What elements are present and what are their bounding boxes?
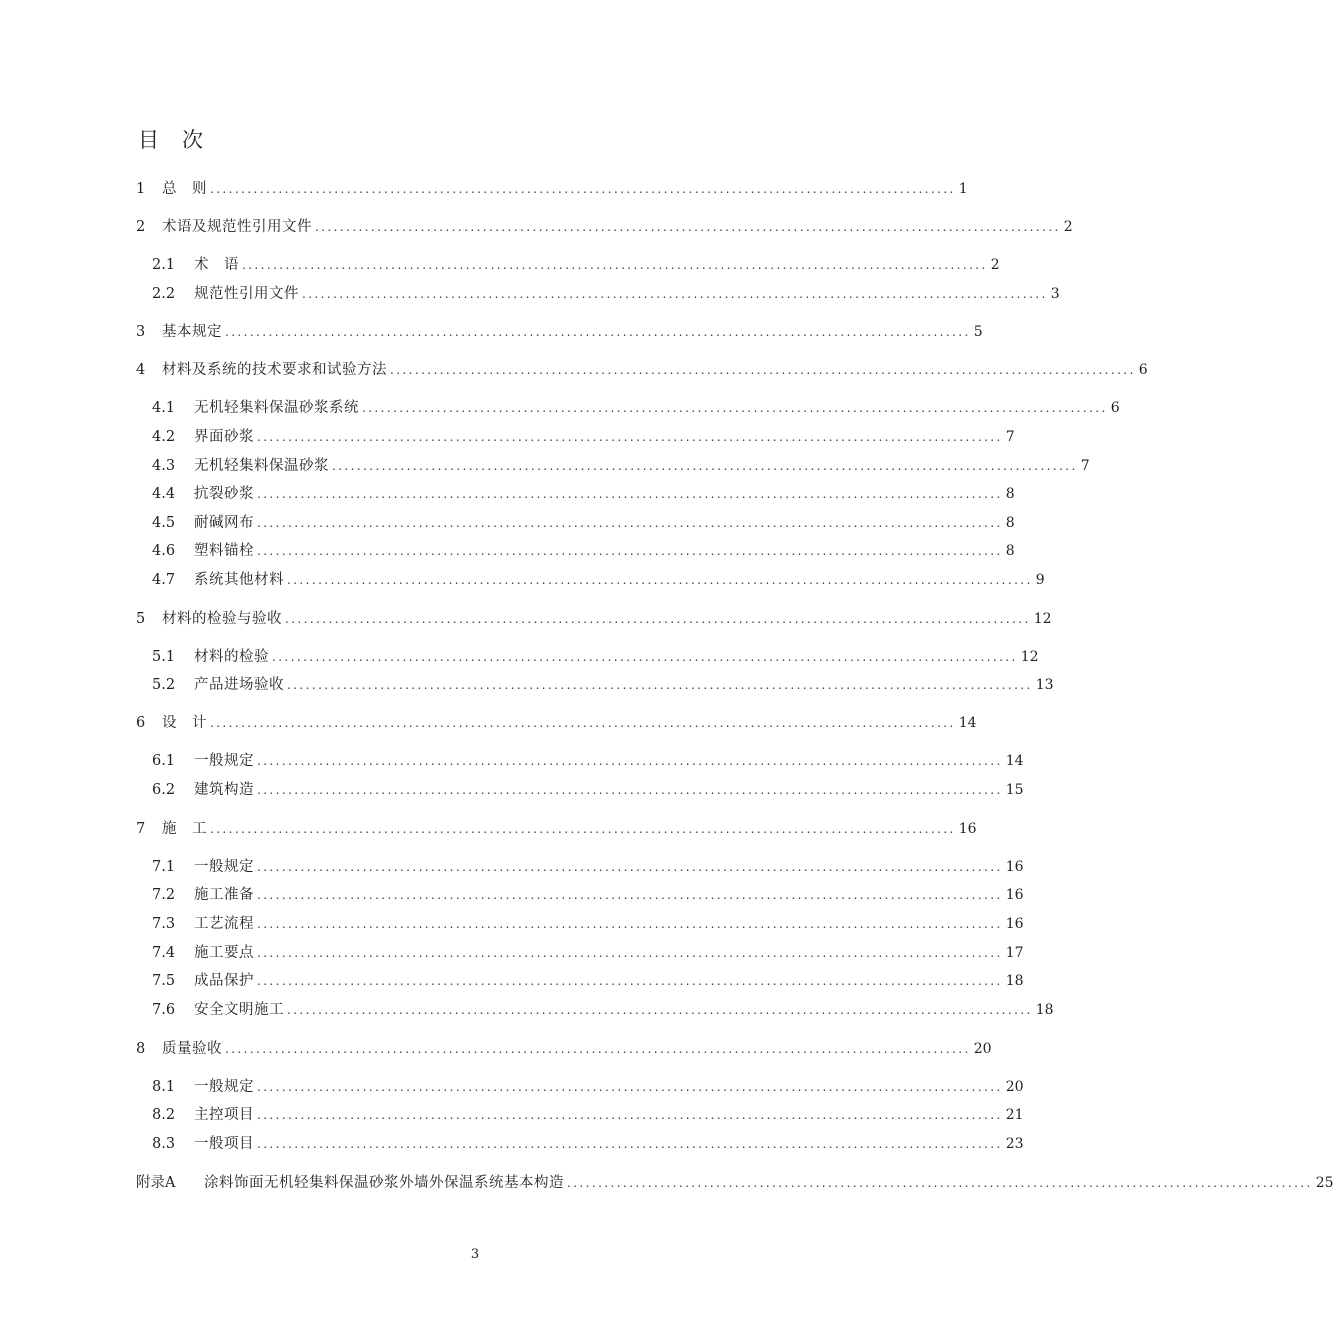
toc-entry-label: 建筑构造 bbox=[194, 782, 254, 798]
toc-entry-page: 7 bbox=[1080, 458, 1090, 474]
toc-entry-label: 规范性引用文件 bbox=[194, 286, 299, 302]
toc-entry-4-2[interactable] bbox=[152, 426, 1015, 448]
toc-entry-page: 2 bbox=[1063, 219, 1073, 235]
toc-entry-label: 术语及规范性引用文件 bbox=[162, 219, 312, 235]
toc-entry-8-1[interactable] bbox=[152, 1076, 1024, 1098]
toc-entry-number: 6.2 bbox=[152, 782, 176, 798]
toc-entry-page: 8 bbox=[1005, 543, 1015, 559]
dot-leader: ........................................................................................................................ bbox=[302, 287, 1048, 301]
toc-entry-number: 3 bbox=[136, 324, 146, 340]
toc-entry-4-3[interactable] bbox=[152, 455, 1090, 477]
dot-leader: ........................................................................................................................ bbox=[210, 822, 956, 836]
toc-entry-label: 一般规定 bbox=[194, 753, 254, 769]
toc-entry-4-4[interactable] bbox=[152, 483, 1015, 505]
toc-entry-8-2[interactable] bbox=[152, 1104, 1024, 1126]
toc-entry-page: 16 bbox=[1005, 887, 1024, 903]
dot-leader: ........................................................................................................................ bbox=[332, 459, 1078, 473]
dot-leader: ........................................................................................................................ bbox=[257, 888, 1003, 902]
toc-entry-8-3[interactable] bbox=[152, 1133, 1024, 1155]
toc-entry-label: 一般项目 bbox=[194, 1136, 254, 1152]
dot-leader: ........................................................................................................................ bbox=[315, 220, 1061, 234]
toc-entry-label: 安全文明施工 bbox=[194, 1002, 284, 1018]
toc-entry-number: 7.3 bbox=[152, 916, 176, 932]
toc-entry-page: 8 bbox=[1005, 515, 1015, 531]
dot-leader: ........................................................................................................................ bbox=[210, 716, 956, 730]
toc-entry-6-1[interactable] bbox=[152, 750, 1024, 772]
toc-entry-3[interactable] bbox=[136, 321, 983, 343]
dot-leader: ........................................................................................................................ bbox=[257, 754, 1003, 768]
toc-entry-number: 4.4 bbox=[152, 486, 176, 502]
toc-entry-number: 4.3 bbox=[152, 458, 176, 474]
dot-leader: ........................................................................................................................ bbox=[257, 544, 1003, 558]
toc-entry-label: 无机轻集料保温砂浆 bbox=[194, 458, 329, 474]
toc-entry-7-6[interactable] bbox=[152, 999, 1054, 1021]
toc-entry-label: 术 语 bbox=[194, 257, 239, 273]
toc-entry-5-2[interactable] bbox=[152, 674, 1054, 696]
toc-entry-number: 8 bbox=[136, 1041, 146, 1057]
toc-entry-2[interactable] bbox=[136, 216, 1073, 238]
toc-entry-label: 材料的检验与验收 bbox=[162, 611, 282, 627]
dot-leader: ........................................................................................................................ bbox=[257, 974, 1003, 988]
toc-entry-page: 7 bbox=[1005, 429, 1015, 445]
toc-entry-page: 25 bbox=[1315, 1175, 1334, 1191]
toc-entry-4-5[interactable] bbox=[152, 512, 1015, 534]
toc-entry-label: 涂料饰面无机轻集料保温砂浆外墙外保温系统基本构造 bbox=[204, 1175, 564, 1191]
toc-entry-page: 16 bbox=[1005, 916, 1024, 932]
toc-entry-label: 设 计 bbox=[162, 715, 207, 731]
dot-leader: ........................................................................................................................ bbox=[257, 487, 1003, 501]
toc-entry-label: 质量验收 bbox=[162, 1041, 222, 1057]
toc-entry-number: 4.7 bbox=[152, 572, 176, 588]
toc-entry-number: 5.2 bbox=[152, 677, 176, 693]
dot-leader: ........................................................................................................................ bbox=[225, 325, 971, 339]
toc-entry-number: 8.2 bbox=[152, 1107, 176, 1123]
toc-entry-number: 1 bbox=[136, 181, 146, 197]
toc-entry-page: 9 bbox=[1035, 572, 1045, 588]
toc-entry-number: 7.1 bbox=[152, 859, 176, 875]
toc-entry-number: 8.3 bbox=[152, 1136, 176, 1152]
dot-leader: ........................................................................................................................ bbox=[257, 1137, 1003, 1151]
toc-entry-label: 一般规定 bbox=[194, 1079, 254, 1095]
toc-entry-label: 施工要点 bbox=[194, 945, 254, 961]
toc-entry-7-4[interactable] bbox=[152, 942, 1024, 964]
toc-entry-label: 系统其他材料 bbox=[194, 572, 284, 588]
toc-entry-page: 14 bbox=[1005, 753, 1024, 769]
toc-entry-label: 成品保护 bbox=[194, 973, 254, 989]
toc-entry-page: 16 bbox=[958, 821, 977, 837]
dot-leader: ........................................................................................................................ bbox=[257, 783, 1003, 797]
dot-leader: ........................................................................................................................ bbox=[242, 258, 988, 272]
toc-entry-6[interactable] bbox=[136, 712, 977, 734]
dot-leader: ........................................................................................................................ bbox=[257, 1080, 1003, 1094]
toc-entry-label: 耐碱网布 bbox=[194, 515, 254, 531]
toc-entry-page: 5 bbox=[973, 324, 983, 340]
toc-entry-7-5[interactable] bbox=[152, 970, 1024, 992]
toc-entry-page: 18 bbox=[1005, 973, 1024, 989]
toc-entry-number: 5.1 bbox=[152, 649, 176, 665]
dot-leader: ........................................................................................................................ bbox=[257, 946, 1003, 960]
toc-entry-label: 界面砂浆 bbox=[194, 429, 254, 445]
toc-entry-label: 一般规定 bbox=[194, 859, 254, 875]
toc-entry-number: 6 bbox=[136, 715, 146, 731]
dot-leader: ........................................................................................................................ bbox=[287, 678, 1033, 692]
dot-leader: ........................................................................................................................ bbox=[285, 612, 1031, 626]
toc-entry-number: 5 bbox=[136, 611, 146, 627]
toc-entry-5[interactable] bbox=[136, 608, 1052, 630]
toc-entry-number: 7.6 bbox=[152, 1002, 176, 1018]
toc-entry-page: 6 bbox=[1138, 362, 1148, 378]
toc-entry-page: 17 bbox=[1005, 945, 1024, 961]
toc-entry-7[interactable] bbox=[136, 818, 977, 840]
toc-entry-number: 4.2 bbox=[152, 429, 176, 445]
dot-leader: ........................................................................................................................ bbox=[257, 430, 1003, 444]
toc-entry-number: 7 bbox=[136, 821, 146, 837]
dot-leader: ........................................................................................................................ bbox=[287, 1003, 1033, 1017]
toc-entry-page: 16 bbox=[1005, 859, 1024, 875]
toc-entry-number: 4 bbox=[136, 362, 146, 378]
toc-entry-1[interactable] bbox=[136, 178, 968, 200]
toc-entry-number: 7.2 bbox=[152, 887, 176, 903]
toc-entry-label: 主控项目 bbox=[194, 1107, 254, 1123]
toc-entry-label: 施工准备 bbox=[194, 887, 254, 903]
toc-entry-page: 20 bbox=[973, 1041, 992, 1057]
toc-entry-2-2[interactable] bbox=[152, 283, 1060, 305]
toc-entry-page: 8 bbox=[1005, 486, 1015, 502]
toc-entry-2-1[interactable] bbox=[152, 254, 1000, 276]
toc-entry-page: 1 bbox=[958, 181, 968, 197]
dot-leader: ........................................................................................................................ bbox=[225, 1042, 971, 1056]
toc-entry-page: 14 bbox=[958, 715, 977, 731]
toc-entry-5-1[interactable] bbox=[152, 646, 1039, 668]
toc-entry-7-3[interactable] bbox=[152, 913, 1024, 935]
toc-entry-label: 材料及系统的技术要求和试验方法 bbox=[162, 362, 387, 378]
toc-entry-number: 4.1 bbox=[152, 400, 176, 416]
toc-entry-label: 施 工 bbox=[162, 821, 207, 837]
toc-entry-number: 2.2 bbox=[152, 286, 176, 302]
toc-entry-page: 13 bbox=[1035, 677, 1054, 693]
toc-entry-number: 7.5 bbox=[152, 973, 176, 989]
dot-leader: ........................................................................................................................ bbox=[567, 1176, 1313, 1190]
dot-leader: ........................................................................................................................ bbox=[390, 363, 1136, 377]
toc-title: 目 次 bbox=[138, 128, 204, 152]
toc-entry-page: 6 bbox=[1110, 400, 1120, 416]
toc-entry-page: 12 bbox=[1033, 611, 1052, 627]
dot-leader: ........................................................................................................................ bbox=[287, 573, 1033, 587]
toc-entry-number: 2.1 bbox=[152, 257, 176, 273]
toc-entry-number: 7.4 bbox=[152, 945, 176, 961]
toc-entry-label: 产品进场验收 bbox=[194, 677, 284, 693]
toc-entry-page: 2 bbox=[990, 257, 1000, 273]
toc-entry-page: 12 bbox=[1020, 649, 1039, 665]
toc-entry-number: 2 bbox=[136, 219, 146, 235]
dot-leader: ........................................................................................................................ bbox=[272, 650, 1018, 664]
toc-entry-label: 基本规定 bbox=[162, 324, 222, 340]
toc-entry-page: 15 bbox=[1005, 782, 1024, 798]
toc-entry-appendix-a[interactable] bbox=[136, 1172, 1334, 1194]
toc-entry-label: 无机轻集料保温砂浆系统 bbox=[194, 400, 359, 416]
toc-entry-label: 总 则 bbox=[162, 181, 207, 197]
toc-entry-4[interactable] bbox=[136, 359, 1148, 381]
toc-entry-page: 20 bbox=[1005, 1079, 1024, 1095]
toc-entry-number: 6.1 bbox=[152, 753, 176, 769]
dot-leader: ........................................................................................................................ bbox=[210, 182, 956, 196]
dot-leader: ........................................................................................................................ bbox=[257, 516, 1003, 530]
toc-entry-8[interactable] bbox=[136, 1038, 992, 1060]
toc-entry-number: 4.6 bbox=[152, 543, 176, 559]
dot-leader: ........................................................................................................................ bbox=[257, 1108, 1003, 1122]
toc-entry-4-1[interactable] bbox=[152, 397, 1120, 419]
toc-entry-label: 塑料锚栓 bbox=[194, 543, 254, 559]
toc-entry-number: 8.1 bbox=[152, 1079, 176, 1095]
page-number: 3 bbox=[470, 1247, 480, 1262]
toc-entry-label: 抗裂砂浆 bbox=[194, 486, 254, 502]
toc-entry-label: 材料的检验 bbox=[194, 649, 269, 665]
toc-entry-number: 附录A bbox=[136, 1175, 176, 1191]
dot-leader: ........................................................................................................................ bbox=[362, 401, 1108, 415]
toc-entry-4-7[interactable] bbox=[152, 569, 1045, 591]
toc-entry-7-2[interactable] bbox=[152, 884, 1024, 906]
toc-entry-page: 23 bbox=[1005, 1136, 1024, 1152]
toc-entry-6-2[interactable] bbox=[152, 779, 1024, 801]
toc-entry-page: 18 bbox=[1035, 1002, 1054, 1018]
toc-entry-7-1[interactable] bbox=[152, 856, 1024, 878]
toc-entry-page: 3 bbox=[1050, 286, 1060, 302]
toc-entry-4-6[interactable] bbox=[152, 540, 1015, 562]
toc-entry-number: 4.5 bbox=[152, 515, 176, 531]
toc-entry-label: 工艺流程 bbox=[194, 916, 254, 932]
dot-leader: ........................................................................................................................ bbox=[257, 917, 1003, 931]
toc-entry-page: 21 bbox=[1005, 1107, 1024, 1123]
dot-leader: ........................................................................................................................ bbox=[257, 860, 1003, 874]
